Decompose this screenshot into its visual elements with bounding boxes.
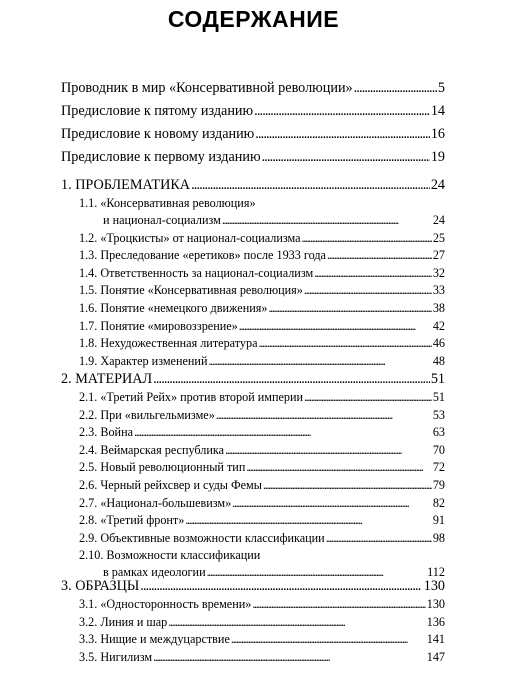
toc-subentry	[79, 597, 445, 612]
toc-subentry	[79, 248, 445, 263]
toc-label: 1. ПРОБЛЕМАТИКА	[61, 177, 191, 193]
toc-chapter	[61, 578, 445, 595]
toc-label: и национал-социализм	[103, 213, 221, 227]
toc-label: 2.1. «Третий Рейх» против второй империи	[79, 390, 304, 404]
toc-label: 1.9. Характер изменений	[79, 353, 208, 368]
toc-entry	[61, 103, 445, 120]
toc-subentry	[79, 443, 445, 458]
toc-label: 1.3. Преследование «еретиков» после 1933 года	[79, 248, 326, 263]
toc-subentry	[79, 425, 445, 440]
toc-label: 2.9. Объективные возможности классификации	[79, 530, 325, 545]
dot-leader	[231, 632, 426, 647]
toc-page-number: 19	[430, 149, 445, 165]
toc-page-number: 79	[432, 478, 445, 492]
dot-leader	[216, 408, 432, 423]
toc-page-number: 51	[430, 371, 445, 387]
dot-leader	[326, 531, 432, 546]
toc-label: Предисловие к новому изданию	[61, 126, 255, 142]
toc-page-number: 70	[432, 442, 445, 457]
toc-page-number: 24	[432, 213, 445, 227]
toc-subentry	[79, 336, 445, 351]
toc-page-number: 46	[432, 336, 445, 351]
toc-label: 1.7. Понятие «мировоззрение»	[79, 318, 238, 333]
toc-label: Предисловие к пятому изданию	[61, 103, 254, 119]
toc-label: 1.6. Понятие «немецкого движения»	[79, 301, 268, 315]
toc-subentry	[103, 213, 445, 228]
toc-label: в рамках идеологии	[103, 565, 206, 580]
toc-subentry	[79, 460, 445, 475]
toc-page-number: 5	[437, 80, 445, 96]
toc-subentry	[79, 301, 445, 316]
toc-subentry	[79, 283, 445, 298]
toc-label: 1.5. Понятие «Консервативная революция»	[79, 283, 303, 298]
toc-page-number: 130	[423, 578, 445, 594]
toc-label: 2.2. При «вильгельмизме»	[79, 407, 215, 422]
dot-leader	[262, 149, 430, 166]
dot-leader	[263, 478, 432, 493]
toc-entry	[61, 80, 445, 97]
dot-leader	[302, 231, 432, 246]
toc-page-number: 98	[432, 530, 445, 545]
toc-page-number: 14	[430, 103, 445, 119]
toc-page-number: 25	[432, 230, 445, 245]
toc-label: 3. ОБРАЗЦЫ	[61, 578, 140, 594]
toc-label: 3.1. «Односторонность времени»	[79, 597, 252, 611]
toc-label: 2.7. «Национал-большевизм»	[79, 495, 232, 510]
toc-label: 2.5. Новый революционный тип	[79, 460, 246, 475]
toc-chapter	[61, 177, 445, 194]
toc-page-number: 27	[432, 248, 445, 263]
toc-entry	[61, 149, 445, 166]
toc-subentry	[79, 390, 445, 405]
dot-leader	[314, 266, 432, 281]
toc-page-number: 141	[426, 632, 445, 647]
dot-leader	[225, 443, 432, 458]
page-title: СОДЕРЖАНИЕ	[167, 6, 340, 32]
dot-leader	[268, 301, 431, 316]
dot-leader	[304, 390, 432, 405]
toc-label: 2.4. Веймарская республика	[79, 442, 225, 457]
dot-leader	[327, 248, 432, 263]
dot-leader	[153, 371, 430, 388]
dot-leader	[259, 336, 432, 351]
toc-page-number: 72	[432, 460, 445, 475]
toc-label-line: 2.10. Возможности классификации	[79, 548, 261, 563]
dot-leader	[185, 513, 431, 528]
toc-label: 2.3. Война	[79, 425, 134, 440]
dot-leader	[134, 425, 432, 440]
toc-subentry	[79, 354, 445, 369]
dot-leader	[304, 283, 432, 298]
toc-page-number: 48	[432, 353, 445, 368]
toc-label: 2.8. «Третий фронт»	[79, 513, 185, 528]
toc-page-number: 130	[426, 597, 445, 611]
toc-label: 1.4. Ответственность за национал-социализм	[79, 265, 314, 280]
toc-subentry	[79, 531, 445, 546]
toc-page-number: 42	[432, 318, 445, 333]
toc-page-number: 147	[426, 649, 445, 664]
toc-subentry	[79, 266, 445, 281]
toc-subentry	[79, 650, 445, 665]
toc-page-number: 53	[432, 407, 445, 422]
toc-label: 3.3. Нищие и междуцарствие	[79, 632, 230, 647]
dot-leader	[354, 80, 437, 97]
toc-page-number: 136	[426, 614, 445, 629]
toc-label: Проводник в мир «Консервативной революции»	[61, 80, 353, 96]
toc-subentry	[79, 319, 445, 334]
toc-label: 2. МАТЕРИАЛ	[61, 371, 153, 387]
toc-subentry	[79, 408, 445, 423]
toc-subentry	[79, 478, 445, 493]
dot-leader	[254, 103, 430, 120]
toc-page-number: 51	[432, 390, 445, 404]
toc-page-number: 24	[430, 177, 445, 193]
dot-leader	[168, 615, 425, 630]
dot-leader	[232, 496, 432, 511]
dot-leader	[252, 597, 425, 612]
dot-leader	[222, 213, 432, 228]
toc-subentry	[79, 496, 445, 511]
dot-leader	[153, 650, 426, 665]
toc-label: 1.2. «Троцкисты» от национал-социализма	[79, 230, 301, 245]
toc-chapter	[61, 371, 445, 388]
dot-leader	[246, 460, 431, 475]
toc-page-number: 32	[432, 265, 445, 280]
toc-page-number: 82	[432, 495, 445, 510]
dot-leader	[255, 126, 430, 143]
toc-page-number: 16	[430, 126, 445, 142]
dot-leader	[239, 319, 432, 334]
toc-label: 2.6. Черный рейхсвер и суды Фемы	[79, 478, 262, 492]
toc-page-number: 38	[432, 301, 445, 315]
toc-entry	[61, 126, 445, 143]
toc-subentry	[79, 632, 445, 647]
toc-label: 3.5. Нигилизм	[79, 649, 153, 664]
toc-subentry	[79, 231, 445, 246]
toc-subentry	[79, 513, 445, 528]
toc-page-number: 33	[432, 283, 445, 298]
toc-page-number: 112	[427, 565, 445, 580]
toc-label: 1.8. Нехудожественная литература	[79, 336, 258, 351]
toc-page-number: 91	[432, 513, 445, 528]
dot-leader	[191, 177, 430, 194]
toc-subentry	[79, 615, 445, 630]
dot-leader	[140, 578, 422, 595]
dot-leader	[208, 354, 431, 369]
toc-label: 3.2. Линия и шар	[79, 614, 168, 629]
toc-page-number: 63	[432, 425, 445, 440]
toc-label-line: 1.1. «Консервативная революция»	[79, 196, 256, 210]
toc-label: Предисловие к первому изданию	[61, 149, 261, 165]
